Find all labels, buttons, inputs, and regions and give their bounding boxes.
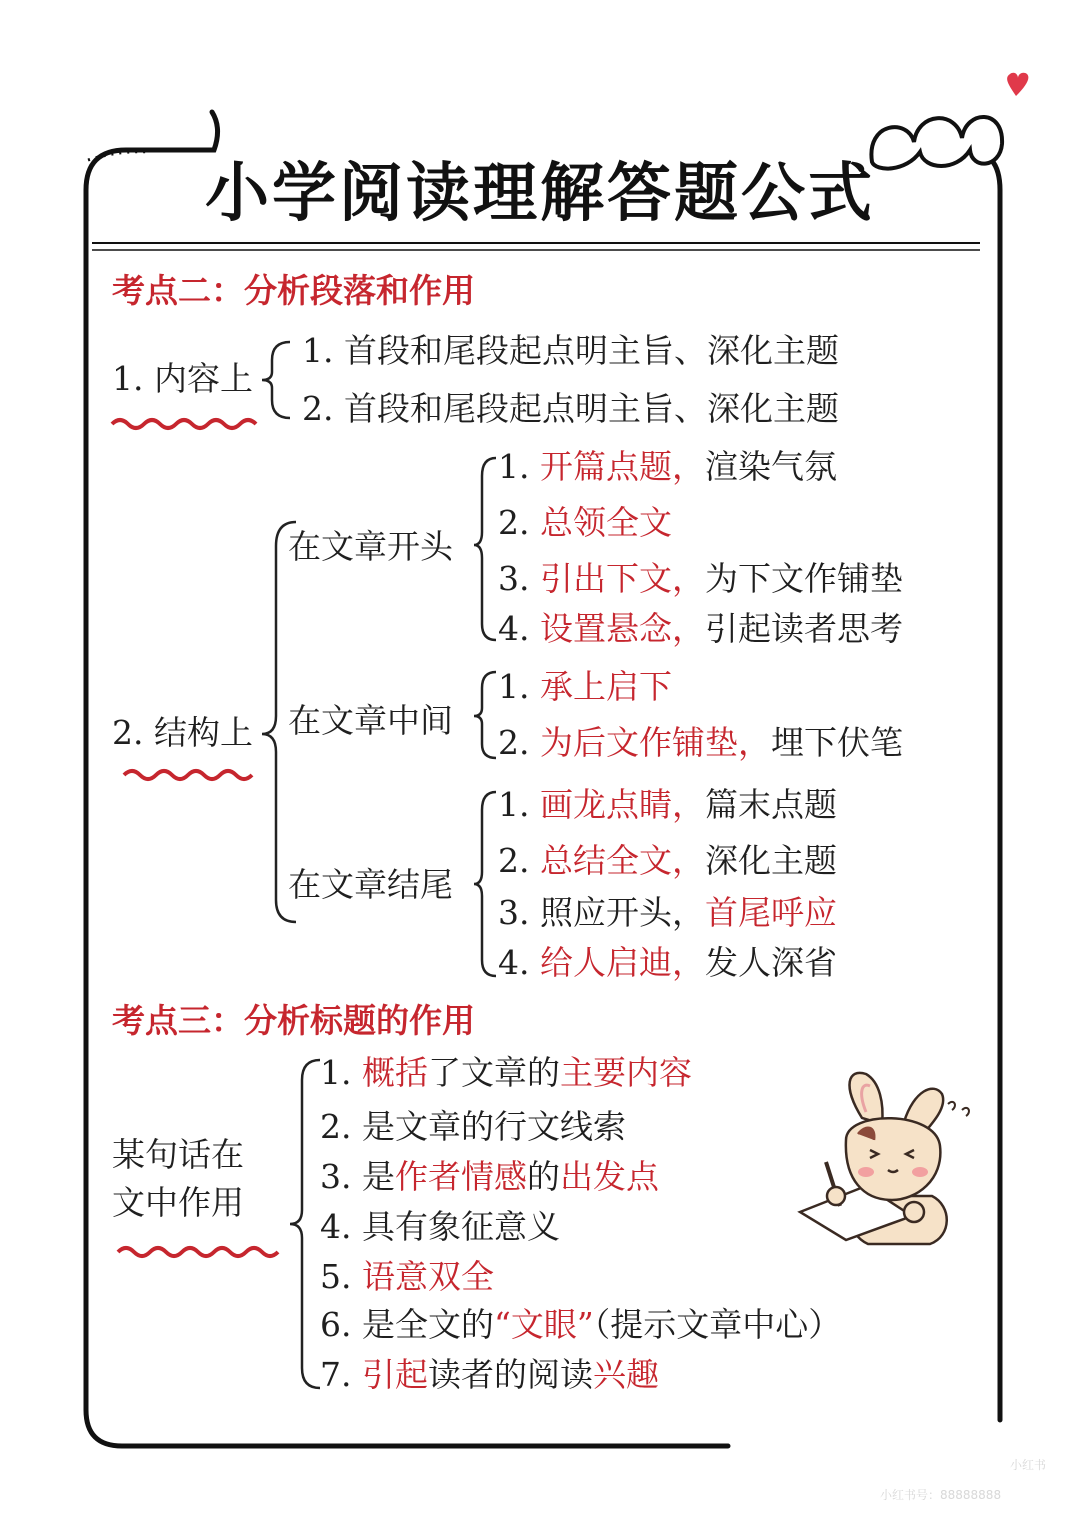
list-item: 1. 承上启下: [498, 667, 672, 706]
structure-label: 2. 结构上: [112, 713, 253, 752]
content-item-2: 2. 首段和尾段起点明主旨、深化主题: [302, 389, 839, 428]
section-3-heading: 考点三：分析标题的作用: [112, 1001, 475, 1040]
list-item: 1. 画龙点睛，篇末点题: [498, 785, 837, 824]
content-label: 1. 内容上: [112, 359, 253, 398]
content-item-1: 1. 首段和尾段起点明主旨、深化主题: [302, 331, 839, 370]
watermark-logo: 小红书: [1010, 1458, 1047, 1472]
bunny-illustration: [800, 1073, 969, 1244]
sentence-role-label-line2: 文中作用: [112, 1183, 244, 1222]
heart-icon: [1007, 73, 1028, 96]
list-item: 3. 引出下文，为下文作铺垫: [498, 559, 903, 598]
list-item: 4. 给人启迪，发人深省: [498, 943, 837, 982]
group-end-label: 在文章结尾: [288, 865, 453, 904]
group-beginning-label: 在文章开头: [288, 527, 453, 566]
sentence-role-label-line1: 某句话在: [112, 1135, 244, 1174]
list-item: 2. 总领全文: [498, 503, 672, 542]
section-2-heading: 考点二：分析段落和作用: [112, 271, 475, 310]
list-item: 1. 概括了文章的主要内容: [320, 1053, 692, 1092]
list-item: 2. 总结全文，深化主题: [498, 841, 837, 880]
list-item: 1. 开篇点题，渲染气氛: [498, 447, 837, 486]
list-item: 4. 设置悬念，引起读者思考: [498, 609, 903, 648]
list-item: 3. 是作者情感的出发点: [320, 1157, 659, 1196]
list-item: 6. 是全文的“文眼”（提示文章中心）: [320, 1305, 842, 1344]
watermark-id: 小红书号：88888888: [880, 1488, 1002, 1502]
list-item: 2. 为后文作铺垫，埋下伏笔: [498, 723, 903, 762]
page-title: 小学阅读理解答题公式: [205, 157, 875, 231]
list-item: 7. 引起读者的阅读兴趣: [320, 1355, 659, 1394]
group-middle-label: 在文章中间: [288, 701, 453, 740]
list-item: 4. 具有象征意义: [320, 1207, 560, 1246]
list-item: 3. 照应开头，首尾呼应: [498, 893, 837, 932]
list-item: 2. 是文章的行文线索: [320, 1107, 626, 1146]
list-item: 5. 语意双全: [320, 1257, 494, 1296]
